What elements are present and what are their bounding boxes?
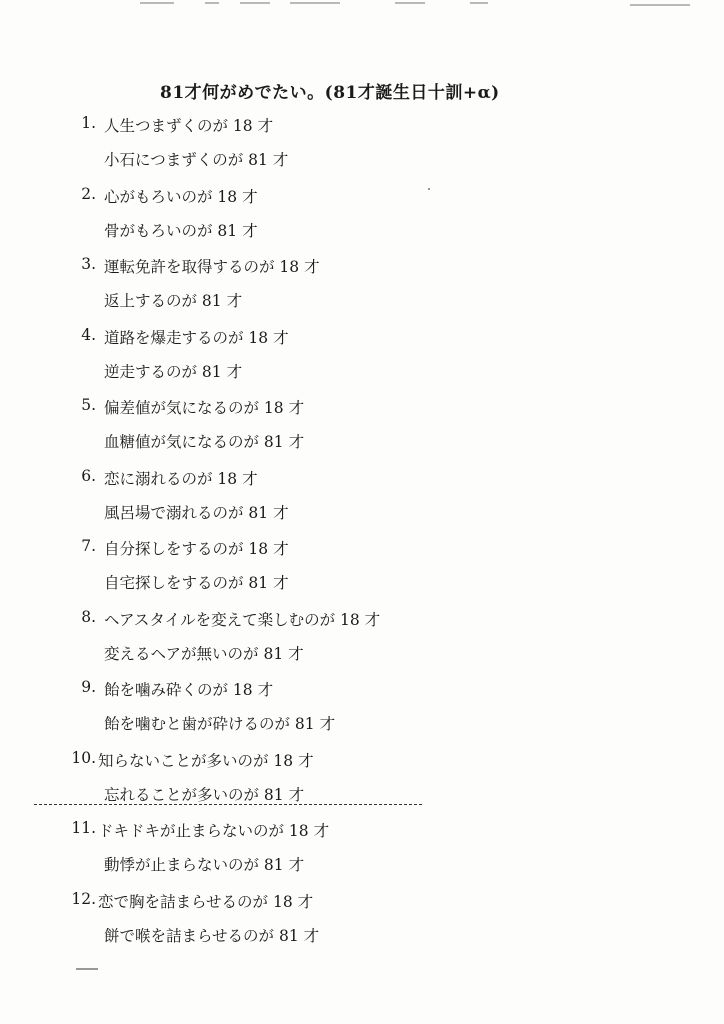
item-line-81: 動悸が止まらないのが 81 才 <box>104 856 305 874</box>
list-item <box>0 461 724 532</box>
item-number: 10. <box>71 748 96 767</box>
item-line-81: 小石につまずくのが 81 才 <box>104 151 289 169</box>
item-line-18: 道路を爆走するのが 18 才 <box>104 328 289 347</box>
item-line-18: 自分探しをするのが 18 才 <box>104 540 289 558</box>
scan-speck <box>76 968 98 970</box>
item-number: 12. <box>71 889 96 908</box>
item-line-18: 恋に溺れるのが 18 才 <box>104 469 258 488</box>
item-line-18: 人生つまずくのが 18 才 <box>104 117 274 135</box>
item-line-18: 飴を噛み砕くのが 18 才 <box>104 681 274 699</box>
list-item <box>0 179 724 250</box>
item-line-18: 偏差値が気になるのが 18 才 <box>104 399 305 417</box>
item-number: 9. <box>81 678 96 696</box>
item-number: 1. <box>81 114 96 132</box>
item-line-18: 心がもろいのが 18 才 <box>104 187 258 206</box>
list-item <box>0 390 724 461</box>
list-item <box>0 108 724 179</box>
item-line-18: 恋で胸を詰まらせるのが 18 才 <box>98 892 314 911</box>
maxim-list <box>0 108 724 954</box>
list-item <box>0 531 724 602</box>
item-number: 11. <box>71 819 96 837</box>
item-line-18: 運転免許を取得するのが 18 才 <box>104 258 320 276</box>
item-number: 2. <box>81 184 96 203</box>
item-number: 8. <box>81 607 96 626</box>
item-line-81: 変えるヘアが無いのが 81 才 <box>104 644 304 663</box>
item-number: 7. <box>81 537 96 555</box>
scan-speck <box>428 188 430 190</box>
item-line-81: 返上するのが 81 才 <box>104 292 243 310</box>
item-number: 4. <box>81 325 96 344</box>
item-line-81: 骨がもろいのが 81 才 <box>104 221 258 240</box>
list-item <box>0 743 724 814</box>
item-line-81: 飴を噛むと歯が砕けるのが 81 才 <box>104 715 336 733</box>
list-item <box>0 672 724 743</box>
item-line-81: 自宅探しをするのが 81 才 <box>104 574 289 592</box>
item-number: 6. <box>81 466 96 485</box>
list-item <box>0 320 724 391</box>
item-line-81: 忘れることが多いのが 81 才 <box>104 785 305 804</box>
item-line-18: ヘアスタイルを変えて楽しむのが 18 才 <box>104 610 381 629</box>
list-item <box>0 813 724 884</box>
item-line-18: 知らないことが多いのが 18 才 <box>98 751 314 770</box>
list-item <box>0 884 724 955</box>
item-number: 3. <box>81 255 96 273</box>
item-line-81: 餅で喉を詰まらせるのが 81 才 <box>104 926 320 945</box>
list-item <box>0 602 724 673</box>
item-line-18: ドキドキが止まらないのが 18 才 <box>98 822 330 840</box>
scan-artifact-top <box>0 0 724 14</box>
item-line-81: 血糖値が気になるのが 81 才 <box>104 433 305 451</box>
dashed-divider <box>34 804 422 805</box>
item-line-81: 風呂場で溺れるのが 81 才 <box>104 503 289 522</box>
document-title: 81才何がめでたい。(81才誕生日十訓+α) <box>160 83 500 103</box>
list-item <box>0 249 724 320</box>
item-number: 5. <box>81 396 96 414</box>
item-line-81: 逆走するのが 81 才 <box>104 362 243 381</box>
